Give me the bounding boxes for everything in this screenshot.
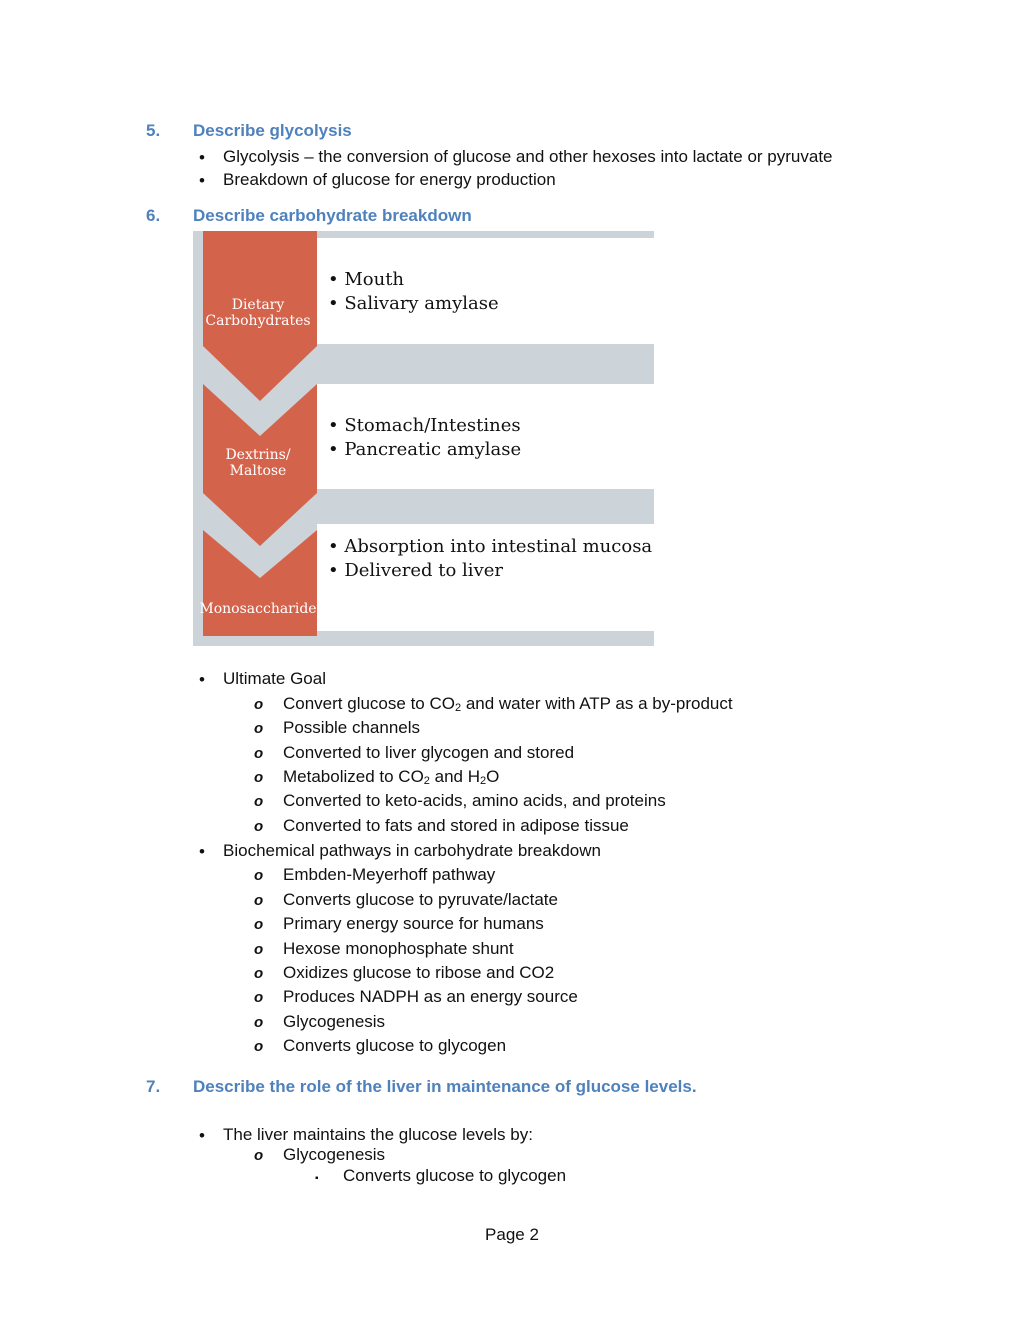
circle-marker: o: [254, 1014, 264, 1031]
circle-marker: o: [254, 1147, 264, 1164]
list-item: Glycolysis – the conversion of glucose and other hexoses into lactate or pyruvate: [223, 147, 833, 166]
circle-marker: o: [254, 965, 264, 982]
list-item: Hexose monophosphate shunt: [283, 939, 514, 958]
list-item: Converts glucose to glycogen: [283, 1036, 507, 1055]
section-number: 6.: [146, 206, 161, 225]
carbohydrate-breakdown-diagram: [193, 231, 654, 646]
section-number: 7.: [146, 1077, 161, 1096]
list-item: Biochemical pathways in carbohydrate breakdown: [223, 841, 601, 860]
bullet-marker: •: [199, 670, 205, 689]
stage-item: • Salivary amylase: [328, 293, 499, 314]
list-item: Glycogenesis: [283, 1012, 386, 1031]
circle-marker: o: [254, 989, 264, 1006]
bullet-marker: •: [199, 842, 205, 861]
page-number: Page 2: [485, 1225, 539, 1244]
stage-item: • Stomach/Intestines: [328, 415, 521, 436]
section-5-heading: [146, 121, 352, 141]
circle-marker: o: [254, 745, 264, 762]
stage-label: Dextrins/: [225, 447, 291, 463]
section-title: Describe carbohydrate breakdown: [193, 206, 472, 225]
bullet-marker: •: [199, 148, 205, 167]
list-item: Converted to keto-acids, amino acids, and proteins: [283, 791, 666, 810]
section-6-heading: [146, 206, 472, 226]
circle-marker: o: [254, 793, 264, 810]
circle-marker: o: [254, 1038, 264, 1055]
stage-item: • Pancreatic amylase: [328, 439, 522, 460]
list-item: Converted to liver glycogen and stored: [283, 743, 575, 762]
bullet-marker: •: [199, 171, 205, 190]
list-item: Converts glucose to glycogen: [343, 1166, 567, 1185]
circle-marker: o: [254, 916, 264, 933]
stage-label: Maltose: [229, 463, 287, 479]
stage-label: Carbohydrates: [205, 313, 311, 329]
stage-panel: [317, 238, 654, 344]
list-item: Converted to fats and stored in adipose tissue: [283, 816, 629, 835]
list-item: Primary energy source for humans: [283, 914, 544, 933]
list-item: Breakdown of glucose for energy production: [223, 170, 556, 189]
section-7-heading: [146, 1077, 697, 1097]
stage-panel: [317, 384, 654, 489]
circle-marker: o: [254, 867, 264, 884]
circle-marker: o: [254, 818, 264, 835]
circle-marker: o: [254, 720, 264, 737]
list-item: Glycogenesis: [283, 1145, 386, 1164]
bullet-marker: •: [199, 1126, 205, 1145]
list-item: The liver maintains the glucose levels by:: [223, 1125, 533, 1144]
list-item: Converts glucose to pyruvate/lactate: [283, 890, 558, 909]
square-marker: ▪: [315, 1173, 319, 1184]
list-item: Produces NADPH as an energy source: [283, 987, 578, 1006]
stage-label: Monosaccharide: [199, 601, 317, 617]
circle-marker: o: [254, 769, 264, 786]
circle-marker: o: [254, 941, 264, 958]
list-item: Convert glucose to $CO_2$ and water with ATP as a by-product: [283, 694, 733, 714]
stage-item: • Delivered to liver: [328, 560, 503, 581]
section-title: Describe the role of the liver in maintenance of glucose levels.: [193, 1077, 697, 1096]
list-item: Embden-Meyerhoff pathway: [283, 865, 496, 884]
section-number: 5.: [146, 121, 161, 140]
stage-label: Dietary: [231, 297, 285, 313]
circle-marker: o: [254, 696, 264, 713]
list-item: Possible channels: [283, 718, 421, 737]
list-item: Metabolized to $CO_2$ and $H_2O$: [283, 767, 500, 787]
section-title: Describe glycolysis: [193, 121, 352, 140]
list-item: Oxidizes glucose to ribose and CO2: [283, 963, 555, 982]
stage-item: • Mouth: [328, 269, 405, 290]
stage-item: • Absorption into intestinal mucosa: [328, 536, 653, 557]
list-item: Ultimate Goal: [223, 669, 326, 688]
circle-marker: o: [254, 892, 264, 909]
